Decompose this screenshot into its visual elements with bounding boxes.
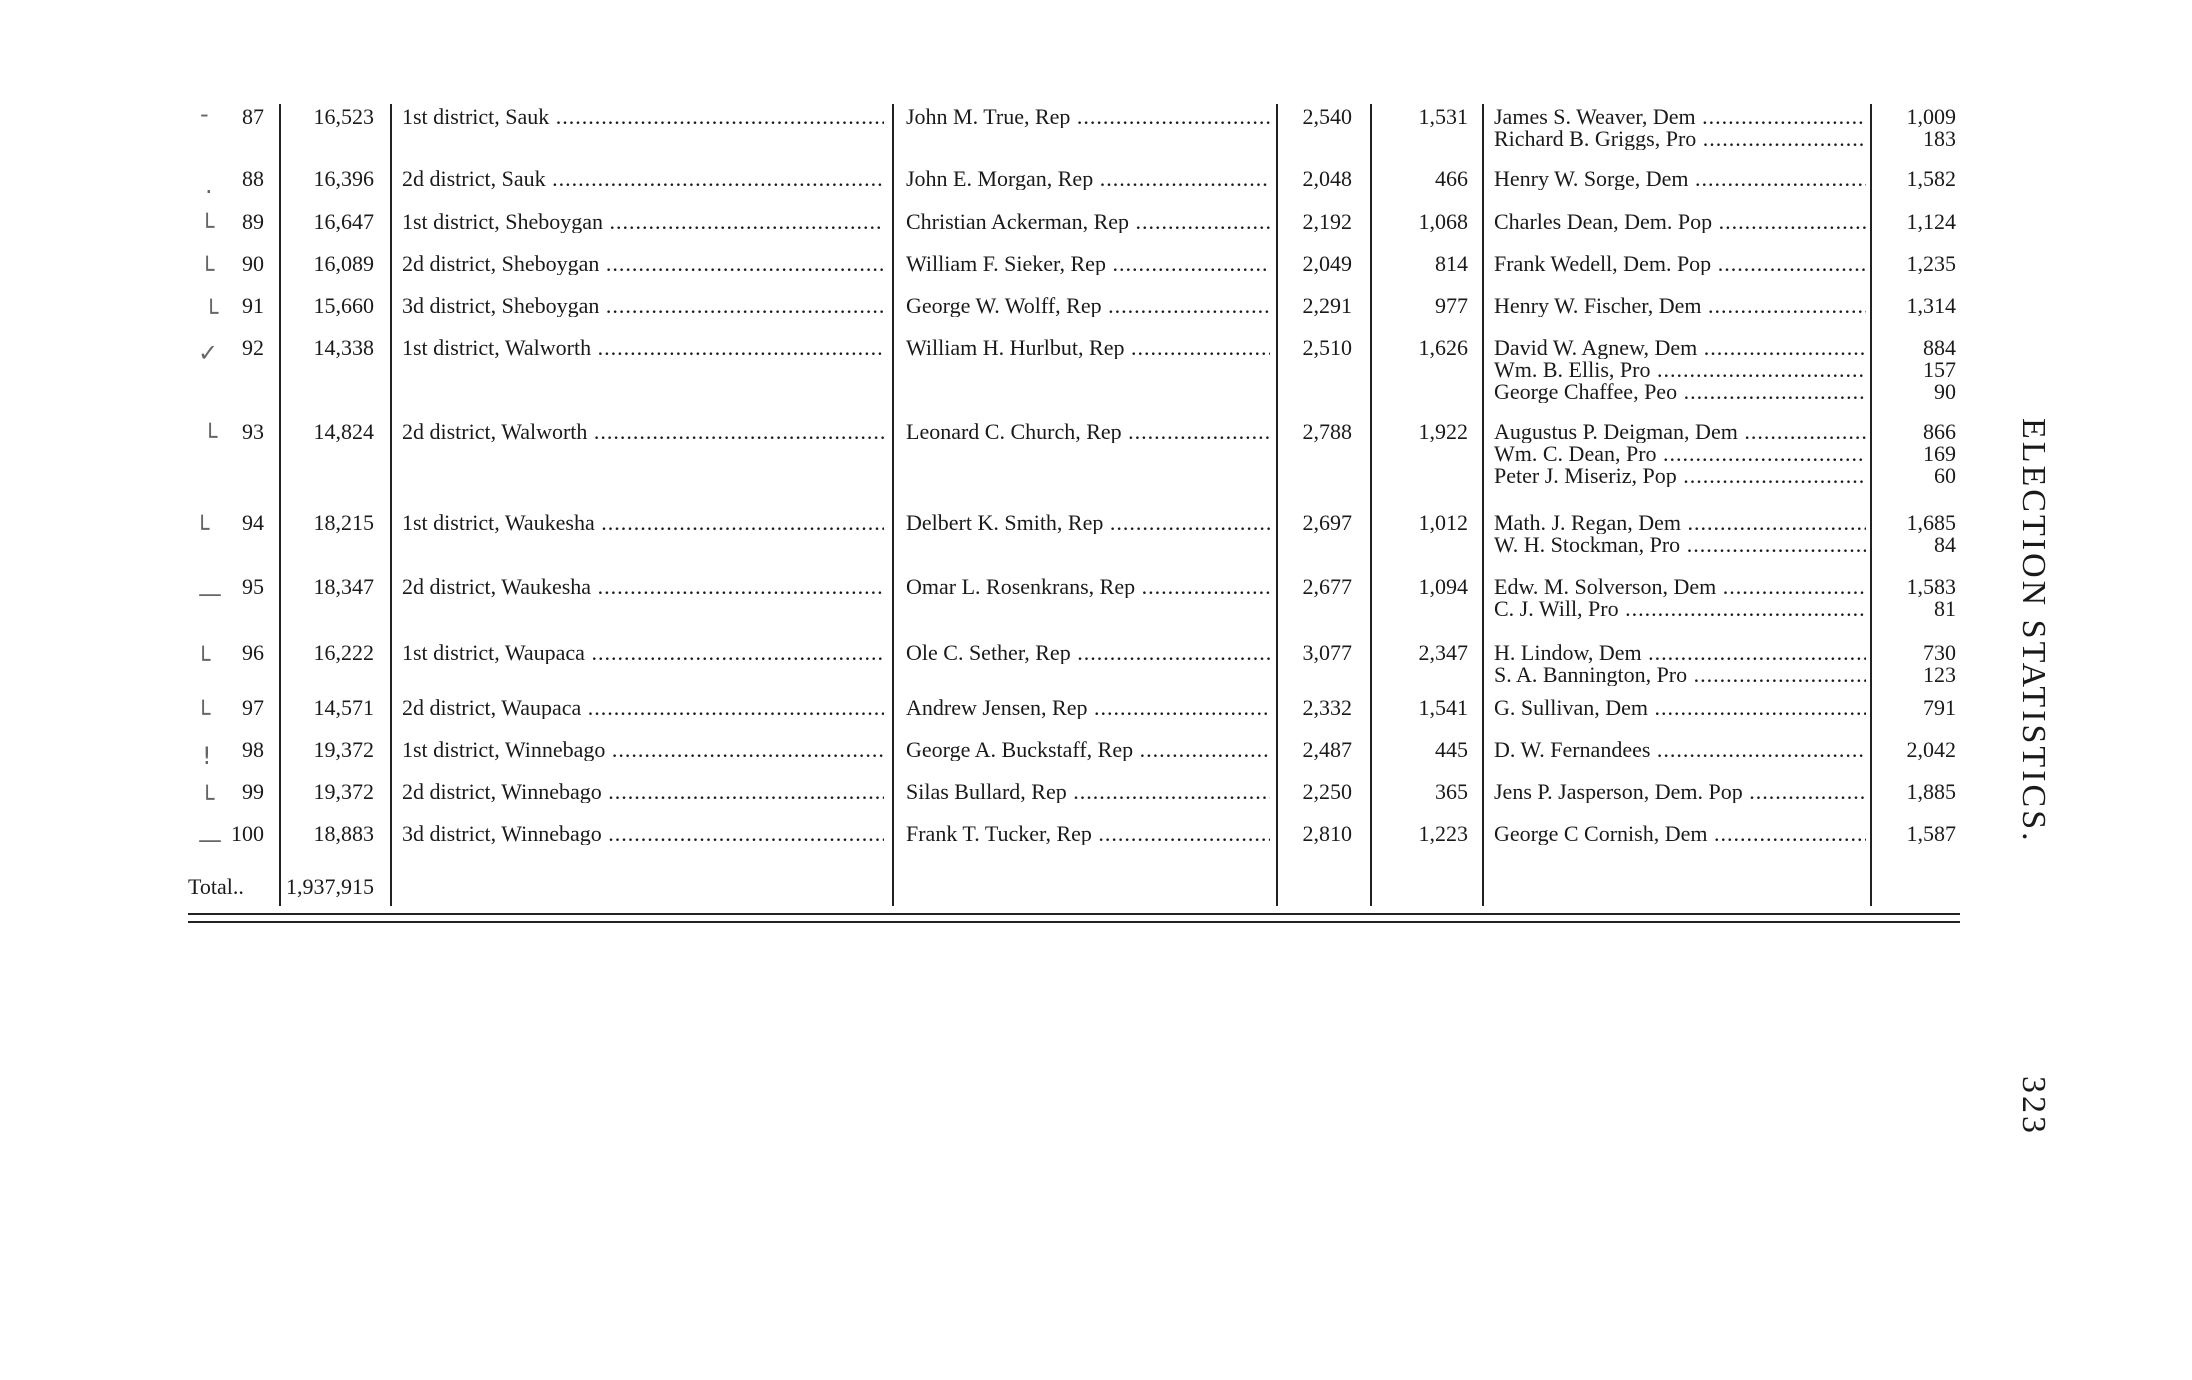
bottom-rule bbox=[188, 913, 1960, 915]
pencil-mark: · bbox=[205, 178, 213, 206]
pencil-mark: └ bbox=[204, 299, 219, 327]
population: 18,347 bbox=[313, 574, 374, 599]
plurality: 977 bbox=[1435, 293, 1468, 318]
opponent-name: Wm. B. Ellis, Pro ..... bbox=[1494, 359, 1866, 381]
district-name: 1st district, Sheboygan ..... bbox=[402, 211, 884, 233]
pencil-mark: ✓ bbox=[198, 339, 219, 367]
column-rule bbox=[1370, 104, 1372, 906]
opponent-votes: 81 bbox=[1934, 596, 1956, 621]
member-elected: William F. Sieker, Rep ..... bbox=[906, 253, 1270, 275]
district-name: 1st district, Waupaca ..... bbox=[402, 642, 884, 664]
opponent-name: Frank Wedell, Dem. Pop ..... bbox=[1494, 253, 1866, 275]
population: 18,215 bbox=[313, 510, 374, 535]
opponent-votes: 1,885 bbox=[1906, 779, 1956, 804]
opponent-votes: 791 bbox=[1923, 695, 1956, 720]
member-votes: 2,788 bbox=[1302, 419, 1352, 444]
opponent-name: Jens P. Jasperson, Dem. Pop ..... bbox=[1494, 781, 1866, 803]
population: 16,396 bbox=[313, 166, 374, 191]
running-head: ELECTION STATISTICS. bbox=[2015, 418, 2052, 844]
district-number: 100 bbox=[231, 821, 264, 846]
opponent-votes: 90 bbox=[1934, 379, 1956, 404]
member-elected: John M. True, Rep ..... bbox=[906, 106, 1270, 128]
district-number: 94 bbox=[242, 510, 264, 535]
plurality: 365 bbox=[1435, 779, 1468, 804]
district-name: 3d district, Winnebago ..... bbox=[402, 823, 884, 845]
district-name: 3d district, Sheboygan ..... bbox=[402, 295, 884, 317]
population: 14,824 bbox=[313, 419, 374, 444]
population: 16,523 bbox=[313, 104, 374, 129]
plurality: 2,347 bbox=[1418, 640, 1468, 665]
district-number: 93 bbox=[242, 419, 264, 444]
opponent-votes: 1,583 bbox=[1906, 574, 1956, 599]
district-name: 2d district, Waukesha ..... bbox=[402, 576, 884, 598]
pencil-mark: └ bbox=[200, 785, 215, 813]
opponent-name: Peter J. Miseriz, Pop ..... bbox=[1494, 465, 1866, 487]
opponent-name: Henry W. Sorge, Dem ..... bbox=[1494, 168, 1866, 190]
plurality: 1,626 bbox=[1418, 335, 1468, 360]
pencil-mark: └ bbox=[203, 423, 218, 451]
opponent-name: G. Sullivan, Dem ..... bbox=[1494, 697, 1866, 719]
opponent-votes: 884 bbox=[1923, 335, 1956, 360]
opponent-votes: 730 bbox=[1923, 640, 1956, 665]
pencil-mark: └ bbox=[196, 700, 211, 728]
opponent-name: Augustus P. Deigman, Dem ..... bbox=[1494, 421, 1866, 443]
opponent-name: Charles Dean, Dem. Pop ..... bbox=[1494, 211, 1866, 233]
total-population: 1,937,915 bbox=[286, 874, 374, 899]
member-elected: Omar L. Rosenkrans, Rep ..... bbox=[906, 576, 1270, 598]
opponent-name: George C Cornish, Dem ..... bbox=[1494, 823, 1866, 845]
opponent-votes: 123 bbox=[1923, 662, 1956, 687]
opponent-name: H. Lindow, Dem ..... bbox=[1494, 642, 1866, 664]
district-number: 95 bbox=[242, 574, 264, 599]
district-number: 88 bbox=[242, 166, 264, 191]
district-name: 1st district, Sauk ..... bbox=[402, 106, 884, 128]
plurality: 1,012 bbox=[1418, 510, 1468, 535]
plurality: 1,541 bbox=[1418, 695, 1468, 720]
plurality: 466 bbox=[1435, 166, 1468, 191]
population: 19,372 bbox=[313, 737, 374, 762]
pencil-mark: — bbox=[198, 826, 222, 854]
opponent-name: Wm. C. Dean, Pro ..... bbox=[1494, 443, 1866, 465]
district-name: 1st district, Waukesha ..... bbox=[402, 512, 884, 534]
opponent-votes: 866 bbox=[1923, 419, 1956, 444]
opponent-name: Edw. M. Solverson, Dem ..... bbox=[1494, 576, 1866, 598]
population: 16,222 bbox=[313, 640, 374, 665]
member-votes: 2,810 bbox=[1302, 821, 1352, 846]
pencil-mark: └ bbox=[196, 646, 211, 674]
column-rule bbox=[1482, 104, 1484, 906]
opponent-votes: 1,685 bbox=[1906, 510, 1956, 535]
member-votes: 2,677 bbox=[1302, 574, 1352, 599]
member-elected: Silas Bullard, Rep ..... bbox=[906, 781, 1270, 803]
member-votes: 2,250 bbox=[1302, 779, 1352, 804]
member-elected: George W. Wolff, Rep ..... bbox=[906, 295, 1270, 317]
district-number: 92 bbox=[242, 335, 264, 360]
plurality: 1,094 bbox=[1418, 574, 1468, 599]
pencil-mark: └ bbox=[195, 515, 210, 543]
column-rule bbox=[1870, 104, 1872, 906]
population: 14,571 bbox=[313, 695, 374, 720]
column-rule bbox=[279, 104, 281, 906]
pencil-mark: - bbox=[200, 100, 209, 128]
bottom-rule bbox=[188, 921, 1960, 923]
total-label: Total.. bbox=[188, 874, 244, 899]
plurality: 1,068 bbox=[1418, 209, 1468, 234]
district-name: 2d district, Waupaca ..... bbox=[402, 697, 884, 719]
opponent-votes: 183 bbox=[1923, 126, 1956, 151]
opponent-votes: 1,235 bbox=[1906, 251, 1956, 276]
page-number: 323 bbox=[2015, 1076, 2052, 1136]
member-votes: 2,510 bbox=[1302, 335, 1352, 360]
district-name: 2d district, Walworth ..... bbox=[402, 421, 884, 443]
population: 19,372 bbox=[313, 779, 374, 804]
opponent-name: George Chaffee, Peo ..... bbox=[1494, 381, 1866, 403]
column-rule bbox=[1276, 104, 1278, 906]
opponent-name: C. J. Will, Pro ..... bbox=[1494, 598, 1866, 620]
opponent-name: Henry W. Fischer, Dem ..... bbox=[1494, 295, 1866, 317]
district-number: 97 bbox=[242, 695, 264, 720]
pencil-mark: — bbox=[198, 580, 222, 608]
opponent-name: James S. Weaver, Dem ..... bbox=[1494, 106, 1866, 128]
opponent-votes: 84 bbox=[1934, 532, 1956, 557]
population: 15,660 bbox=[313, 293, 374, 318]
member-elected: George A. Buckstaff, Rep ..... bbox=[906, 739, 1270, 761]
pencil-mark: └ bbox=[200, 256, 215, 284]
member-elected: Frank T. Tucker, Rep ..... bbox=[906, 823, 1270, 845]
opponent-votes: 1,314 bbox=[1906, 293, 1956, 318]
member-votes: 2,192 bbox=[1302, 209, 1352, 234]
plurality: 1,223 bbox=[1418, 821, 1468, 846]
opponent-name: W. H. Stockman, Pro ..... bbox=[1494, 534, 1866, 556]
member-votes: 2,048 bbox=[1302, 166, 1352, 191]
opponent-name: David W. Agnew, Dem ..... bbox=[1494, 337, 1866, 359]
opponent-votes: 2,042 bbox=[1906, 737, 1956, 762]
district-name: 1st district, Walworth ..... bbox=[402, 337, 884, 359]
member-votes: 2,291 bbox=[1302, 293, 1352, 318]
district-number: 96 bbox=[242, 640, 264, 665]
opponent-votes: 157 bbox=[1923, 357, 1956, 382]
opponent-name: S. A. Bannington, Pro ..... bbox=[1494, 664, 1866, 686]
member-elected: Leonard C. Church, Rep ..... bbox=[906, 421, 1270, 443]
member-votes: 2,697 bbox=[1302, 510, 1352, 535]
opponent-votes: 1,009 bbox=[1906, 104, 1956, 129]
pencil-mark: ! bbox=[202, 742, 212, 770]
member-votes: 2,540 bbox=[1302, 104, 1352, 129]
population: 16,089 bbox=[313, 251, 374, 276]
population: 16,647 bbox=[313, 209, 374, 234]
district-number: 90 bbox=[242, 251, 264, 276]
member-elected: Ole C. Sether, Rep ..... bbox=[906, 642, 1270, 664]
district-name: 2d district, Sheboygan ..... bbox=[402, 253, 884, 275]
member-votes: 2,049 bbox=[1302, 251, 1352, 276]
district-name: 2d district, Winnebago ..... bbox=[402, 781, 884, 803]
plurality: 814 bbox=[1435, 251, 1468, 276]
column-rule bbox=[390, 104, 392, 906]
column-rule bbox=[892, 104, 894, 906]
plurality: 445 bbox=[1435, 737, 1468, 762]
district-name: 1st district, Winnebago ..... bbox=[402, 739, 884, 761]
opponent-votes: 169 bbox=[1923, 441, 1956, 466]
pencil-mark: └ bbox=[200, 213, 215, 241]
member-elected: John E. Morgan, Rep ..... bbox=[906, 168, 1270, 190]
member-elected: Christian Ackerman, Rep ..... bbox=[906, 211, 1270, 233]
member-votes: 2,487 bbox=[1302, 737, 1352, 762]
district-number: 99 bbox=[242, 779, 264, 804]
member-votes: 3,077 bbox=[1302, 640, 1352, 665]
opponent-votes: 1,587 bbox=[1906, 821, 1956, 846]
opponent-name: D. W. Fernandees ..... bbox=[1494, 739, 1866, 761]
district-number: 89 bbox=[242, 209, 264, 234]
district-name: 2d district, Sauk ..... bbox=[402, 168, 884, 190]
population: 18,883 bbox=[313, 821, 374, 846]
plurality: 1,922 bbox=[1418, 419, 1468, 444]
district-number: 87 bbox=[242, 104, 264, 129]
district-number: 98 bbox=[242, 737, 264, 762]
member-elected: William H. Hurlbut, Rep ..... bbox=[906, 337, 1270, 359]
opponent-votes: 1,582 bbox=[1906, 166, 1956, 191]
member-votes: 2,332 bbox=[1302, 695, 1352, 720]
population: 14,338 bbox=[313, 335, 374, 360]
plurality: 1,531 bbox=[1418, 104, 1468, 129]
member-elected: Andrew Jensen, Rep ..... bbox=[906, 697, 1270, 719]
opponent-name: Richard B. Griggs, Pro ..... bbox=[1494, 128, 1866, 150]
opponent-votes: 1,124 bbox=[1906, 209, 1956, 234]
district-number: 91 bbox=[242, 293, 264, 318]
opponent-name: Math. J. Regan, Dem ..... bbox=[1494, 512, 1866, 534]
opponent-votes: 60 bbox=[1934, 463, 1956, 488]
member-elected: Delbert K. Smith, Rep ..... bbox=[906, 512, 1270, 534]
